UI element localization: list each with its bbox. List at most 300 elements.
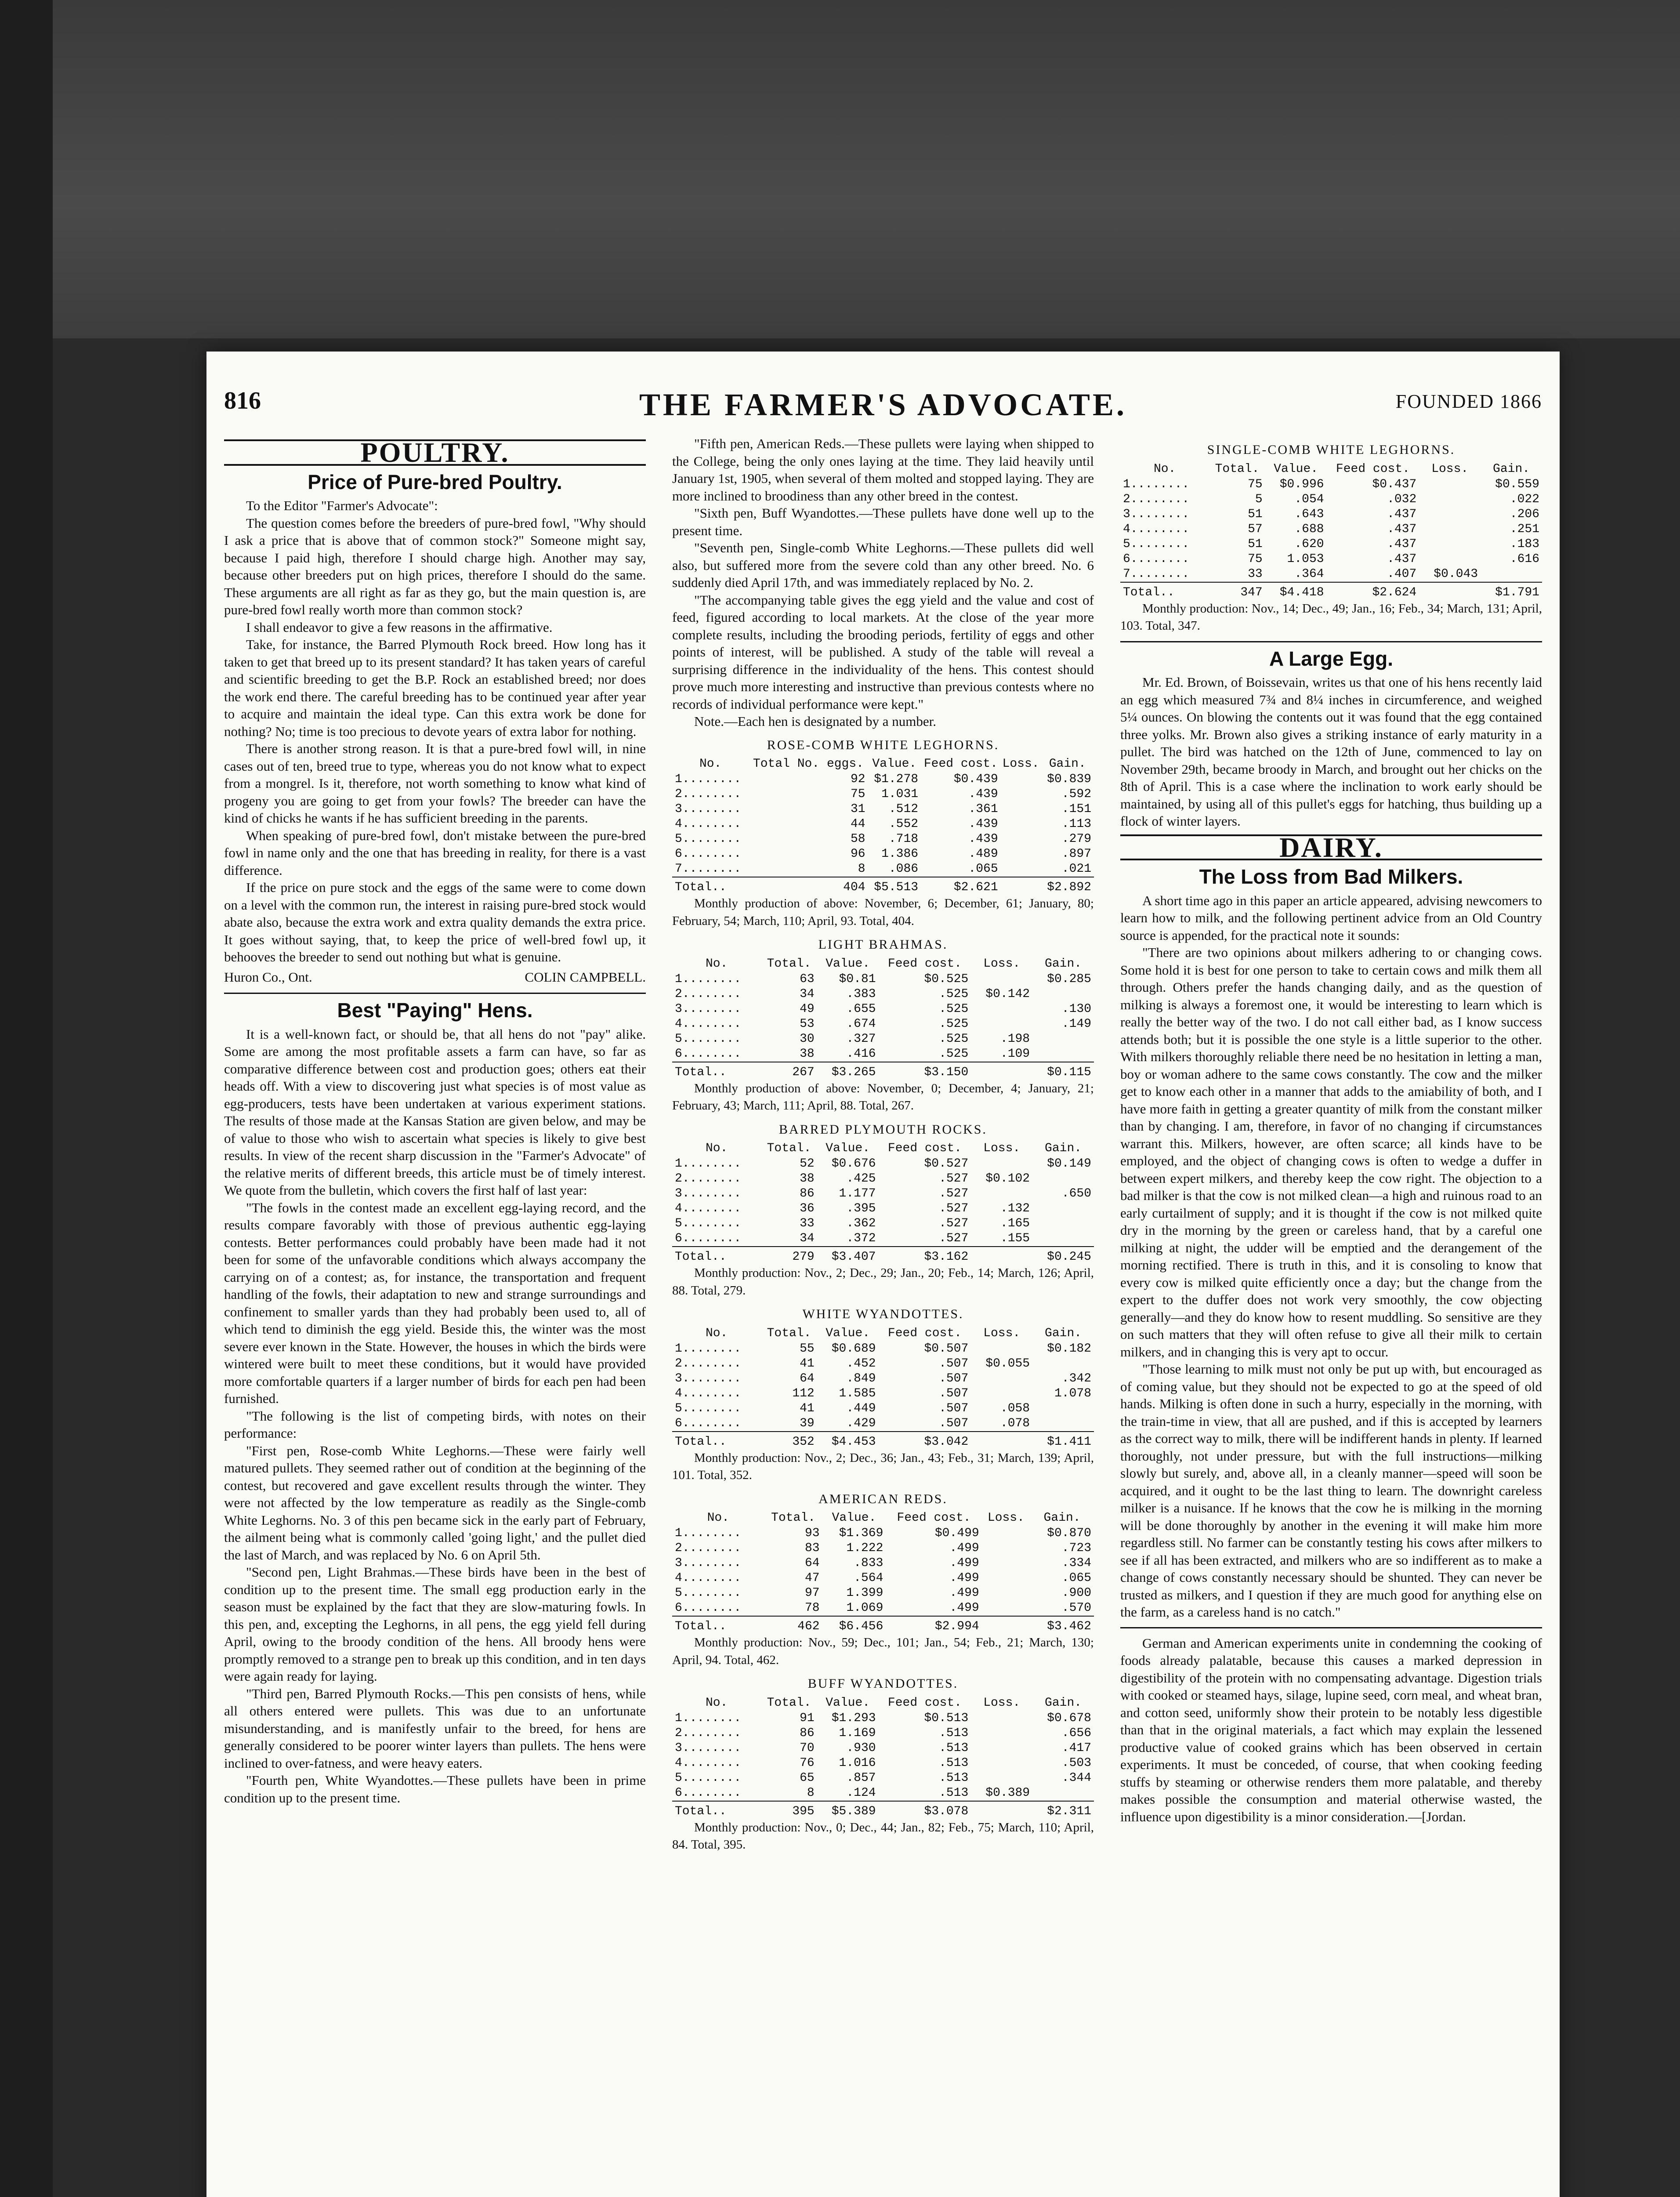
paragraph: I shall endeavor to give a few reasons in the affirmative. xyxy=(246,619,553,635)
table-cell xyxy=(1419,507,1481,522)
table-cell: 5........ xyxy=(1123,537,1190,551)
column-header: Feed cost. xyxy=(887,1696,962,1710)
table-cell: 1.016 xyxy=(839,1756,876,1770)
table-cell: .407 xyxy=(1387,567,1417,581)
table-cell: 2........ xyxy=(675,1726,742,1740)
table-cell: Total.. xyxy=(672,1616,764,1634)
paragraph: If the price on pure stock and the eggs of the same were to come down on a level with the common run, the interest in raising pure-bred stock would abate also, because the extra work and extra quality demands the extra price. It goes without saying, that, to keep the price of well-bred fowl up, it behooves the breeder to send out nothing but what is genuine. xyxy=(224,880,646,964)
table-cell xyxy=(1001,832,1041,847)
table-cell: .372 xyxy=(846,1232,876,1245)
table-cell xyxy=(971,1017,1032,1032)
table-cell: $1.791 xyxy=(1481,582,1542,600)
table-cell: $3.042 xyxy=(879,1432,971,1450)
table-row xyxy=(672,1541,1094,1556)
table-row xyxy=(672,1201,1094,1216)
table-cell xyxy=(1001,862,1041,877)
article-bad-milkers xyxy=(1120,892,1542,1826)
table-cell: .513 xyxy=(939,1771,969,1785)
table-cell: .930 xyxy=(846,1741,876,1755)
table-cell: .570 xyxy=(1061,1601,1091,1615)
table-cell: 33 xyxy=(1248,567,1263,581)
table-cell: $0.182 xyxy=(1047,1341,1091,1356)
table-cell xyxy=(982,1526,1030,1541)
table-cell xyxy=(971,1711,1032,1726)
table-cell xyxy=(1032,1356,1094,1371)
table-row xyxy=(672,847,1094,862)
column-header: Feed cost. xyxy=(887,1326,962,1340)
table-cell: 47 xyxy=(804,1571,820,1585)
table-cell: 86 xyxy=(800,1726,815,1740)
masthead xyxy=(206,387,1560,426)
table-cell: $5.513 xyxy=(868,877,921,895)
table-cell: .395 xyxy=(846,1202,876,1215)
table-cell xyxy=(1419,492,1481,507)
table-cell: 39 xyxy=(800,1416,815,1430)
table-cell: .439 xyxy=(968,787,998,801)
table-cell: .718 xyxy=(888,832,919,846)
table-cell: .058 xyxy=(1000,1401,1030,1415)
table-cell xyxy=(1032,1401,1094,1416)
table-cell: .437 xyxy=(1387,552,1417,566)
table-cell: .525 xyxy=(939,1032,969,1046)
column-header: Gain. xyxy=(1045,957,1082,971)
table-row xyxy=(672,1586,1094,1601)
table-cell: $0.507 xyxy=(924,1341,969,1356)
table-total-row xyxy=(672,1616,1094,1634)
table-cell: 4........ xyxy=(675,817,742,831)
table-row xyxy=(1120,537,1542,552)
column-header: Value. xyxy=(826,1326,870,1340)
table-cell: 52 xyxy=(800,1157,815,1171)
table-cell: $3.462 xyxy=(1030,1616,1094,1634)
table-cell: 33 xyxy=(800,1217,815,1230)
table-cell: .425 xyxy=(846,1172,876,1186)
column-header: Loss. xyxy=(1431,462,1469,476)
table-cell: .499 xyxy=(949,1541,979,1555)
column-header: Loss. xyxy=(987,1511,1025,1525)
table-cell: 96 xyxy=(850,847,865,861)
table-cell xyxy=(1419,537,1481,552)
table-cell: 5 xyxy=(1255,492,1263,506)
table-cell: 1........ xyxy=(675,1157,742,1171)
results-table xyxy=(672,756,1094,895)
table-cell: .674 xyxy=(846,1017,876,1031)
table-cell: 4........ xyxy=(1123,522,1190,536)
paragraph: German and American experiments unite in condemning the cooking of foods already palatable, because this causes a marked depression in digestibility of the protein with no compensating advantage. Digestion trials with cooked or steamed hays, silage, lupine seed, corn meal, and wheat bran, and cotton seed, uniformly show their protein to be notably less digestible than that in the original materials, a fact which may explain the lessened productive value of cooked grains which has been observed in certain experiments. It must be conceded, of course, that when cooking feeding stuffs by steaming or otherwise renders them more palatable, and thereby makes possible the consumption and material otherwise wasted, the influence upon digestibility is a minor consideration.—[Jordan. xyxy=(1120,1635,1542,1824)
table-cell: .564 xyxy=(854,1571,883,1585)
table-cell: $0.389 xyxy=(985,1786,1030,1800)
table-cell: .021 xyxy=(1061,862,1091,876)
table-cell: .251 xyxy=(1510,522,1539,536)
table-cell: $0.437 xyxy=(1372,477,1417,491)
table-row xyxy=(1120,507,1542,522)
results-table xyxy=(672,1141,1094,1265)
table-cell: .429 xyxy=(846,1416,876,1430)
table-cell: .525 xyxy=(939,1047,969,1061)
table-cell: 3........ xyxy=(675,1556,742,1570)
table-cell: 5........ xyxy=(675,832,742,846)
table-cell: 462 xyxy=(764,1616,822,1634)
table-cell: 3........ xyxy=(675,1187,742,1200)
article-price-pure-bred xyxy=(224,515,646,966)
table-cell xyxy=(982,1556,1030,1571)
table-cell: .525 xyxy=(939,1017,969,1031)
table-row xyxy=(672,1356,1094,1371)
table-cell: 4........ xyxy=(675,1756,742,1770)
table-cell: .032 xyxy=(1387,492,1417,506)
table-cell: .065 xyxy=(1061,1571,1091,1585)
table-cell: 347 xyxy=(1209,582,1265,600)
divider xyxy=(224,993,646,994)
table-row xyxy=(672,1002,1094,1017)
table-cell: 7........ xyxy=(1123,567,1190,581)
table-total-row xyxy=(672,877,1094,895)
table-cell: .507 xyxy=(939,1356,969,1370)
table-cell xyxy=(1032,1032,1094,1047)
table-cell: 4........ xyxy=(675,1017,742,1031)
table-cell: $2.624 xyxy=(1327,582,1419,600)
monthly-production: Monthly production: Nov., 14; Dec., 49; Jan., 16; Feb., 34; March, 131; April, 103. Total, 347. xyxy=(1120,601,1542,633)
table-cell: .452 xyxy=(846,1356,876,1370)
table-cell xyxy=(971,1741,1032,1756)
table-cell: $2.621 xyxy=(921,877,1001,895)
table-cell: .132 xyxy=(1000,1202,1030,1215)
table-cell: 53 xyxy=(800,1017,815,1031)
table-row xyxy=(1120,552,1542,567)
column-header: Value. xyxy=(826,1696,870,1710)
table-cell: .327 xyxy=(846,1032,876,1046)
paragraph: "Those learning to milk must not only be put up with, but encouraged as of coming value, but they should not be expected to go at the speed of old hands. Milking is often done in such a hurry, especially in the morning, with the train-time in view, that all are pushed, and if this is accepted by learners as the correct way to milk, there will be indifferent hands in plenty. If learned thoroughly, not under pressure, but with the full instructions—milking slowly but surely, and, above all, in a cleanly manner—speed will soon be acquired, and it ought to be the last thing to learn. The downright careless milker is a nuisance. If he knows that the cow he is milking in the morning will be done thoroughly by another in the evening it will make him more regardless still. No farmer can be constantly testing his cows after milkers to see if all has been extracted, and milkers who are so indifferent as to make a change of cows constantly necessary should be shunted. They can never be trusted as milkers, and I question if they are much good for anything else on the farm, as a careless hand is no catch." xyxy=(1120,1361,1542,1620)
table-cell xyxy=(1001,817,1041,832)
table-cell: 395 xyxy=(761,1801,817,1819)
scan-background-top xyxy=(0,0,1680,338)
table-cell: 1........ xyxy=(1123,477,1190,491)
paragraph: The question comes before the breeders of pure-bred fowl, "Why should I ask a price that is above that of common stock?" Someone might say, because I paid high, therefore I should charge high. Another may say, because other breeders put on high prices, therefore I should do the same. These arguments are all right as far as they go, but the main question is, are pure-bred fowl really worth more than common stock? xyxy=(224,515,646,617)
table-cell: 49 xyxy=(800,1002,815,1016)
table-cell: 92 xyxy=(850,772,865,786)
table-cell: .342 xyxy=(1061,1371,1091,1385)
table-cell: 2........ xyxy=(675,987,742,1001)
table-cell: .155 xyxy=(1000,1232,1030,1245)
table-cell: .022 xyxy=(1510,492,1539,506)
table-cell: 64 xyxy=(804,1556,820,1570)
column-header: Total. xyxy=(767,957,811,971)
table-title: LIGHT BRAHMAS. xyxy=(818,937,948,952)
table-cell: 3........ xyxy=(675,1371,742,1385)
table-cell: 5........ xyxy=(675,1401,742,1415)
table-cell: $4.453 xyxy=(817,1432,879,1450)
table-title: BARRED PLYMOUTH ROCKS. xyxy=(779,1122,987,1137)
table-cell: .527 xyxy=(939,1187,969,1200)
table-cell: 4........ xyxy=(675,1571,742,1585)
table-cell xyxy=(1001,772,1041,787)
table-row xyxy=(672,1571,1094,1586)
table-cell: 4........ xyxy=(675,1202,742,1215)
page-number: 816 xyxy=(224,387,261,414)
table-title: WHITE WYANDOTTES. xyxy=(802,1307,964,1321)
table-cell xyxy=(1001,802,1041,817)
column-header: Total No. eggs. xyxy=(753,757,864,771)
column-leghorns-egg-dairy xyxy=(1120,435,1542,1825)
column-contest-results xyxy=(672,435,1094,1854)
table-cell: 3........ xyxy=(675,802,742,816)
table-cell: .149 xyxy=(1061,1017,1091,1031)
table-row xyxy=(672,1231,1094,1247)
table-cell: $0.839 xyxy=(1047,772,1091,786)
table-cell: $6.456 xyxy=(822,1616,886,1634)
table-row xyxy=(672,1216,1094,1231)
column-header: Value. xyxy=(872,757,917,771)
table-cell: $3.407 xyxy=(817,1247,879,1265)
results-table xyxy=(1120,461,1542,600)
table-cell: .206 xyxy=(1510,507,1539,521)
table-cell: 55 xyxy=(800,1341,815,1356)
headline-price-pure-bred: Price of Pure-bred Poultry. xyxy=(308,470,562,493)
paragraph: "Sixth pen, Buff Wyandottes.—These pullets have done well up to the present time. xyxy=(672,505,1094,538)
table-cell: 5........ xyxy=(675,1032,742,1046)
table-cell: 112 xyxy=(792,1386,815,1400)
table-row xyxy=(672,817,1094,832)
table-cell: 3........ xyxy=(1123,507,1190,521)
table-cell: 31 xyxy=(850,802,865,816)
table-cell: 6........ xyxy=(675,1786,742,1800)
table-cell: .437 xyxy=(1387,507,1417,521)
table-cell: $0.676 xyxy=(831,1157,876,1171)
table-cell: .897 xyxy=(1061,847,1091,861)
monthly-production: Monthly production: Nov., 0; Dec., 44; Jan., 82; Feb., 75; March, 110; April, 84. Total, 395. xyxy=(672,1820,1094,1852)
table-row xyxy=(672,1601,1094,1616)
table-cell: 6........ xyxy=(675,1601,742,1615)
column-header: Value. xyxy=(832,1511,876,1525)
table-cell: $0.142 xyxy=(985,987,1030,1001)
table-cell xyxy=(982,1586,1030,1601)
table-cell: $0.81 xyxy=(839,972,876,986)
table-cell xyxy=(982,1616,1030,1634)
table-cell xyxy=(971,1157,1032,1171)
table-cell: $0.996 xyxy=(1279,477,1324,491)
table-cell xyxy=(971,1386,1032,1401)
table-cell xyxy=(971,1432,1032,1450)
paragraph: "First pen, Rose-comb White Leghorns.—These were fairly well matured pullets. They seemed rather out of condition at the beginning of the contest, but recovered and gave excellent results through the winter. They were not affected by the low temperature as readily as the Single-comb White Leghorns. No. 3 of this pen became sick in the early part of February, the ailment being what is commonly called 'going light,' and the pullet died the last of March, and was replaced by No. 6 on April 5th. xyxy=(224,1443,646,1563)
table-cell: .723 xyxy=(1061,1541,1091,1555)
table-cell: .417 xyxy=(1061,1741,1091,1755)
table-cell: 352 xyxy=(761,1432,817,1450)
table-cell: .525 xyxy=(939,987,969,1001)
table-row xyxy=(672,1017,1094,1032)
table-cell: 3........ xyxy=(675,1741,742,1755)
table-row xyxy=(672,832,1094,847)
breed-tables xyxy=(672,736,1094,1854)
column-header: Feed cost. xyxy=(887,957,962,971)
column-header: Gain. xyxy=(1045,1696,1082,1710)
table-cell: 51 xyxy=(1248,537,1263,551)
table-cell: .527 xyxy=(939,1172,969,1186)
table-row xyxy=(672,1741,1094,1756)
table-cell: 34 xyxy=(800,987,815,1001)
table-cell: .437 xyxy=(1387,522,1417,536)
table-cell: .499 xyxy=(949,1556,979,1570)
table-cell: .503 xyxy=(1061,1756,1091,1770)
table-cell: .513 xyxy=(939,1741,969,1755)
table-cell: 1........ xyxy=(675,772,742,786)
table-cell: $1.411 xyxy=(1032,1432,1094,1450)
table-cell: 57 xyxy=(1248,522,1263,536)
table-cell: .109 xyxy=(1000,1047,1030,1061)
section-heading-poultry: POULTRY. xyxy=(224,439,646,466)
table-cell: .165 xyxy=(1000,1217,1030,1230)
table-cell xyxy=(982,1541,1030,1556)
divider xyxy=(1120,641,1542,642)
table-cell: .656 xyxy=(1061,1726,1091,1740)
table-row xyxy=(672,1401,1094,1416)
table-cell: .499 xyxy=(949,1601,979,1615)
table-cell: 2........ xyxy=(675,787,742,801)
table-cell: .616 xyxy=(1510,552,1539,566)
article-best-paying-hens xyxy=(224,1026,646,1807)
table-cell: 34 xyxy=(800,1232,815,1245)
table-cell xyxy=(1032,987,1094,1002)
paragraph: "Seventh pen, Single-comb White Leghorns.—These pullets did well also, but suffered more from the severe cold than any other breed. No. 6 suddenly died April 17th, and was immediately replaced by No. 2. xyxy=(672,540,1094,590)
table-cell: 1.222 xyxy=(846,1541,883,1555)
table-cell xyxy=(971,1002,1032,1017)
table-cell: 1.031 xyxy=(881,787,919,801)
table-cell xyxy=(1032,1171,1094,1186)
column-header: Total. xyxy=(767,1326,811,1340)
results-table xyxy=(672,1695,1094,1819)
table-cell: $0.499 xyxy=(934,1526,979,1540)
table-cell: 6........ xyxy=(675,1232,742,1245)
table-cell: Total.. xyxy=(672,1432,761,1450)
column-header: No. xyxy=(699,757,722,771)
table-cell: $0.689 xyxy=(831,1341,876,1356)
table-cell: Total.. xyxy=(672,1247,761,1265)
column-header: Value. xyxy=(826,1142,870,1155)
table-cell xyxy=(982,1571,1030,1586)
table-cell: Total.. xyxy=(672,1801,761,1819)
founded-date: FOUNDED 1866 xyxy=(1395,391,1542,412)
table-cell: $0.043 xyxy=(1434,567,1478,581)
breed-table-single-comb xyxy=(1120,441,1542,635)
table-cell: .900 xyxy=(1061,1586,1091,1600)
table-cell: $1.293 xyxy=(831,1711,876,1725)
table-cell: .507 xyxy=(939,1386,969,1400)
table-cell: 38 xyxy=(800,1172,815,1186)
table-cell: 5........ xyxy=(675,1586,742,1600)
table-cell: .527 xyxy=(939,1232,969,1245)
paragraph: "Fourth pen, White Wyandottes.—These pullets have been in prime condition up to the present time. xyxy=(224,1773,646,1805)
table-cell: Total.. xyxy=(672,877,749,895)
table-cell: 6........ xyxy=(1123,552,1190,566)
table-cell: $0.870 xyxy=(1047,1526,1091,1540)
table-cell: 2........ xyxy=(675,1356,742,1370)
table-cell: 51 xyxy=(1248,507,1263,521)
table-cell: .198 xyxy=(1000,1032,1030,1046)
table-cell: .054 xyxy=(1294,492,1324,506)
table-cell: 75 xyxy=(850,787,865,801)
table-cell: 76 xyxy=(800,1756,815,1770)
monthly-production: Monthly production of above: November, 0; December, 4; January, 21; February, 43; March, 111; April, 88. Total, 267. xyxy=(672,1081,1094,1113)
table-row xyxy=(672,862,1094,877)
column-header: Loss. xyxy=(983,1326,1021,1340)
divider xyxy=(1120,1627,1542,1628)
table-row xyxy=(672,1416,1094,1432)
table-cell: $3.265 xyxy=(817,1062,879,1080)
table-cell: $0.149 xyxy=(1047,1157,1091,1171)
table-cell: 64 xyxy=(800,1371,815,1385)
table-total-row xyxy=(672,1432,1094,1450)
table-row xyxy=(672,1786,1094,1801)
table-cell: $1.369 xyxy=(839,1526,883,1540)
column-header: No. xyxy=(705,1696,728,1710)
table-cell: 1........ xyxy=(675,1711,742,1725)
table-cell: $3.078 xyxy=(879,1801,971,1819)
table-cell: .552 xyxy=(888,817,919,831)
table-cell: 1........ xyxy=(675,972,742,986)
paragraph: Note.—Each hen is designated by a number. xyxy=(694,714,936,729)
table-cell: 41 xyxy=(800,1401,815,1415)
table-cell: 58 xyxy=(850,832,865,846)
table-cell: 75 xyxy=(1248,477,1263,491)
table-cell: 38 xyxy=(800,1047,815,1061)
table-row xyxy=(1120,477,1542,492)
table-cell: $0.513 xyxy=(924,1711,969,1725)
table-cell: .449 xyxy=(846,1401,876,1415)
monthly-production: Monthly production: Nov., 2; Dec., 29; Jan., 20; Feb., 14; March, 126; April, 88. Total, 279. xyxy=(672,1266,1094,1298)
table-row xyxy=(672,1341,1094,1356)
table-cell: .078 xyxy=(1000,1416,1030,1430)
table-row xyxy=(672,1371,1094,1386)
table-cell: .499 xyxy=(949,1571,979,1585)
column-header: Gain. xyxy=(1045,1326,1082,1340)
table-cell: 6........ xyxy=(675,1416,742,1430)
paragraph: "The following is the list of competing birds, with notes on their performance: xyxy=(224,1408,646,1441)
table-row xyxy=(1120,492,1542,507)
column-header: Total. xyxy=(771,1511,815,1525)
table-cell: $2.892 xyxy=(1041,877,1094,895)
table-cell: .620 xyxy=(1294,537,1324,551)
table-cell: 44 xyxy=(850,817,865,831)
table-cell: 78 xyxy=(804,1601,820,1615)
table-cell: .527 xyxy=(939,1202,969,1215)
table-cell: 5........ xyxy=(675,1771,742,1785)
table-row xyxy=(672,1526,1094,1541)
table-cell: $0.439 xyxy=(953,772,998,786)
table-cell xyxy=(1032,1216,1094,1231)
table-cell: .437 xyxy=(1387,537,1417,551)
table-cell: 404 xyxy=(749,877,868,895)
headline-loss-bad-milkers: The Loss from Bad Milkers. xyxy=(1199,865,1463,888)
table-cell: 1.585 xyxy=(839,1386,876,1400)
column-header: Total. xyxy=(1215,462,1260,476)
column-header: Value. xyxy=(826,957,870,971)
article-continued xyxy=(672,435,1094,730)
paragraph: It is a well-known fact, or should be, that all hens do not "pay" alike. Some are among the most profitable assets a farm can have, so far as comparative difference between cost and production goes; others eat their heads off. With a view to discovering just what species is of most value as egg-producers, tests have been undertaken at various experiment stations. The results of those made at the Kansas Station are given below, and may be of value to those who wish to ascertain what species is likely to give best results. In view of the recent sharp discussion in the "Farmer's Advocate" of the relative merits of different breeds, this article must be of timely interest. We quote from the bulletin, which covers the first half of last year: xyxy=(224,1026,646,1198)
table-cell xyxy=(1032,1416,1094,1432)
table-cell xyxy=(971,1726,1032,1741)
column-header: Gain. xyxy=(1049,757,1086,771)
table-cell xyxy=(1001,877,1041,895)
table-cell: .124 xyxy=(846,1786,876,1800)
table-cell: 36 xyxy=(800,1202,815,1215)
column-header: No. xyxy=(707,1511,729,1525)
paragraph: "Fifth pen, American Reds.—These pullets were laying when shipped to the College, being the only ones laying at the time. They laid heavily until January 1st, 1905, when several of them molted and stopped laying. They are more inclined to broodiness than any other breed in the contest. xyxy=(672,436,1094,504)
newspaper-page xyxy=(206,352,1560,2197)
table-cell: .113 xyxy=(1061,817,1091,831)
table-cell: 267 xyxy=(761,1062,817,1080)
table-cell: 1.399 xyxy=(846,1586,883,1600)
column-header: No. xyxy=(1153,462,1176,476)
table-cell: .833 xyxy=(854,1556,883,1570)
